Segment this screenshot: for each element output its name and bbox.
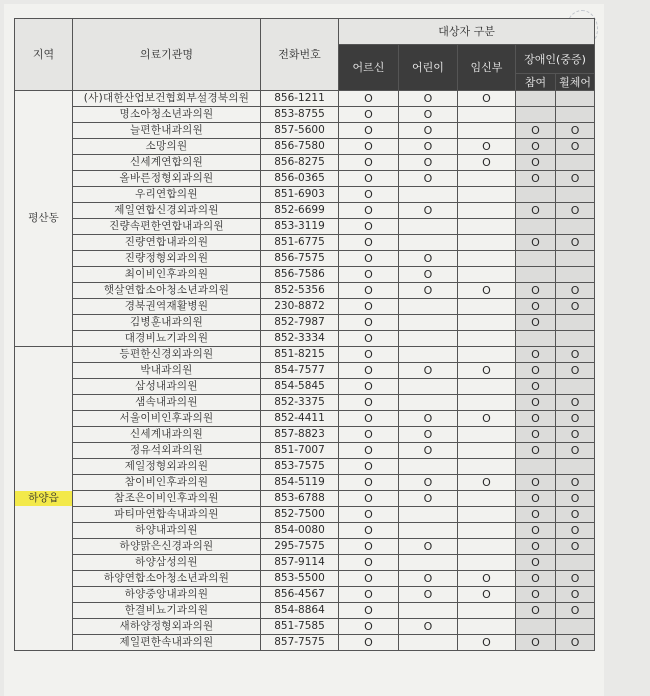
clinic-name: 샘속내과의원 <box>73 395 261 411</box>
clinic-phone: 854-8864 <box>261 603 339 619</box>
clinic-name: 제일연합신경외과의원 <box>73 203 261 219</box>
clinic-name: 박내과의원 <box>73 363 261 379</box>
table-row <box>15 107 595 123</box>
table-row <box>15 395 595 411</box>
child-mark <box>399 459 458 475</box>
wheelchair-mark: O <box>556 203 595 219</box>
header-pregnant: 임신부 <box>458 45 516 91</box>
clinic-phone: 854-0080 <box>261 523 339 539</box>
participate-mark: O <box>516 491 556 507</box>
clinic-table <box>14 18 595 651</box>
clinic-phone: 854-7577 <box>261 363 339 379</box>
table-body <box>15 91 595 651</box>
pregnant-mark: O <box>458 571 516 587</box>
pregnant-mark <box>458 539 516 555</box>
clinic-name: 대경비뇨기과의원 <box>73 331 261 347</box>
clinic-phone: 856-7586 <box>261 267 339 283</box>
elderly-mark: O <box>339 347 399 363</box>
elderly-mark: O <box>339 491 399 507</box>
participate-mark <box>516 459 556 475</box>
child-mark <box>399 603 458 619</box>
participate-mark: O <box>516 363 556 379</box>
table-row <box>15 187 595 203</box>
wheelchair-mark: O <box>556 235 595 251</box>
participate-mark: O <box>516 395 556 411</box>
table-row <box>15 635 595 651</box>
table-row <box>15 491 595 507</box>
clinic-name: 명소아청소년과의원 <box>73 107 261 123</box>
region-cell <box>15 91 73 347</box>
wheelchair-mark: O <box>556 603 595 619</box>
table-row <box>15 555 595 571</box>
clinic-phone: 852-5356 <box>261 283 339 299</box>
participate-mark: O <box>516 155 556 171</box>
child-mark: O <box>399 251 458 267</box>
elderly-mark: O <box>339 155 399 171</box>
pregnant-mark <box>458 235 516 251</box>
child-mark: O <box>399 491 458 507</box>
child-mark <box>399 315 458 331</box>
clinic-name: 늘편한내과의원 <box>73 123 261 139</box>
pregnant-mark <box>458 523 516 539</box>
participate-mark <box>516 91 556 107</box>
child-mark: O <box>399 363 458 379</box>
elderly-mark: O <box>339 107 399 123</box>
table-row <box>15 155 595 171</box>
participate-mark: O <box>516 379 556 395</box>
participate-mark: O <box>516 347 556 363</box>
wheelchair-mark: O <box>556 571 595 587</box>
table-row <box>15 139 595 155</box>
clinic-phone: 856-1211 <box>261 91 339 107</box>
clinic-name: 경북권역재활병원 <box>73 299 261 315</box>
child-mark <box>399 219 458 235</box>
clinic-name: 제일정형외과의원 <box>73 459 261 475</box>
pregnant-mark <box>458 347 516 363</box>
pregnant-mark: O <box>458 475 516 491</box>
pregnant-mark: O <box>458 155 516 171</box>
pregnant-mark <box>458 491 516 507</box>
clinic-name: 하양맑은신경과의원 <box>73 539 261 555</box>
pregnant-mark <box>458 443 516 459</box>
header-target-group: 대상자 구분 <box>339 19 595 45</box>
elderly-mark: O <box>339 411 399 427</box>
wheelchair-mark <box>556 619 595 635</box>
clinic-name: 진량연합내과의원 <box>73 235 261 251</box>
clinic-name: 소망의원 <box>73 139 261 155</box>
participate-mark: O <box>516 299 556 315</box>
participate-mark <box>516 331 556 347</box>
elderly-mark: O <box>339 267 399 283</box>
pregnant-mark <box>458 123 516 139</box>
header-wheelchair: 휠체어 <box>556 74 595 91</box>
pregnant-mark <box>458 171 516 187</box>
clinic-phone: 856-7580 <box>261 139 339 155</box>
clinic-phone: 857-8823 <box>261 427 339 443</box>
clinic-name: 신세계연합의원 <box>73 155 261 171</box>
elderly-mark: O <box>339 299 399 315</box>
region-cell <box>15 347 73 651</box>
table-row <box>15 507 595 523</box>
table-row <box>15 619 595 635</box>
participate-mark: O <box>516 539 556 555</box>
pregnant-mark <box>458 219 516 235</box>
participate-mark: O <box>516 315 556 331</box>
child-mark <box>399 331 458 347</box>
pregnant-mark <box>458 379 516 395</box>
participate-mark <box>516 619 556 635</box>
wheelchair-mark <box>556 379 595 395</box>
clinic-phone: 856-4567 <box>261 587 339 603</box>
participate-mark: O <box>516 443 556 459</box>
child-mark <box>399 555 458 571</box>
child-mark: O <box>399 571 458 587</box>
table-row <box>15 379 595 395</box>
participate-mark <box>516 187 556 203</box>
pregnant-mark: O <box>458 283 516 299</box>
participate-mark: O <box>516 283 556 299</box>
child-mark: O <box>399 267 458 283</box>
clinic-phone: 295-7575 <box>261 539 339 555</box>
wheelchair-mark <box>556 555 595 571</box>
elderly-mark: O <box>339 443 399 459</box>
elderly-mark: O <box>339 363 399 379</box>
clinic-phone: 852-7987 <box>261 315 339 331</box>
clinic-name: 진량속편한연합내과의원 <box>73 219 261 235</box>
clinic-phone: 230-8872 <box>261 299 339 315</box>
elderly-mark: O <box>339 235 399 251</box>
child-mark: O <box>399 123 458 139</box>
wheelchair-mark: O <box>556 395 595 411</box>
clinic-phone: 852-6699 <box>261 203 339 219</box>
clinic-name: 하양삼성의원 <box>73 555 261 571</box>
table-row <box>15 571 595 587</box>
wheelchair-mark <box>556 251 595 267</box>
child-mark: O <box>399 91 458 107</box>
table-row <box>15 251 595 267</box>
wheelchair-mark <box>556 219 595 235</box>
child-mark <box>399 187 458 203</box>
wheelchair-mark: O <box>556 635 595 651</box>
header-name: 의료기관명 <box>73 19 261 91</box>
wheelchair-mark: O <box>556 475 595 491</box>
wheelchair-mark: O <box>556 491 595 507</box>
child-mark <box>399 635 458 651</box>
participate-mark: O <box>516 171 556 187</box>
clinic-name: 우리연합의원 <box>73 187 261 203</box>
elderly-mark: O <box>339 187 399 203</box>
clinic-name: 최이비인후과의원 <box>73 267 261 283</box>
table-row <box>15 459 595 475</box>
participate-mark: O <box>516 427 556 443</box>
table-row <box>15 171 595 187</box>
elderly-mark: O <box>339 219 399 235</box>
elderly-mark: O <box>339 475 399 491</box>
elderly-mark: O <box>339 203 399 219</box>
clinic-name: 김병훈내과의원 <box>73 315 261 331</box>
child-mark: O <box>399 139 458 155</box>
clinic-name: 햇살연합소아청소년과의원 <box>73 283 261 299</box>
participate-mark: O <box>516 123 556 139</box>
child-mark <box>399 299 458 315</box>
wheelchair-mark: O <box>556 123 595 139</box>
table-row <box>15 443 595 459</box>
clinic-phone: 857-5600 <box>261 123 339 139</box>
table-row <box>15 523 595 539</box>
pregnant-mark <box>458 603 516 619</box>
elderly-mark: O <box>339 539 399 555</box>
clinic-phone: 852-3334 <box>261 331 339 347</box>
clinic-name: 정유석외과의원 <box>73 443 261 459</box>
pregnant-mark: O <box>458 635 516 651</box>
pregnant-mark: O <box>458 91 516 107</box>
clinic-phone: 856-0365 <box>261 171 339 187</box>
wheelchair-mark <box>556 267 595 283</box>
table-row <box>15 91 595 107</box>
child-mark: O <box>399 539 458 555</box>
elderly-mark: O <box>339 619 399 635</box>
wheelchair-mark: O <box>556 411 595 427</box>
clinic-name: 하양중앙내과의원 <box>73 587 261 603</box>
pregnant-mark <box>458 427 516 443</box>
table-row <box>15 235 595 251</box>
table-row <box>15 203 595 219</box>
clinic-name: 신세계내과의원 <box>73 427 261 443</box>
clinic-phone: 853-8755 <box>261 107 339 123</box>
clinic-name: 새하양정형외과의원 <box>73 619 261 635</box>
participate-mark: O <box>516 587 556 603</box>
wheelchair-mark: O <box>556 523 595 539</box>
participate-mark: O <box>516 571 556 587</box>
table-row <box>15 539 595 555</box>
header-elderly: 어르신 <box>339 45 399 91</box>
pregnant-mark <box>458 507 516 523</box>
elderly-mark: O <box>339 171 399 187</box>
table-row <box>15 283 595 299</box>
wheelchair-mark <box>556 331 595 347</box>
pregnant-mark <box>458 331 516 347</box>
wheelchair-mark: O <box>556 363 595 379</box>
table-row <box>15 587 595 603</box>
elderly-mark: O <box>339 603 399 619</box>
child-mark: O <box>399 411 458 427</box>
clinic-name: 하양내과의원 <box>73 523 261 539</box>
table-row <box>15 267 595 283</box>
participate-mark: O <box>516 603 556 619</box>
wheelchair-mark <box>556 315 595 331</box>
clinic-name: 파티마연합속내과의원 <box>73 507 261 523</box>
region-label: 평산동 <box>28 212 59 224</box>
wheelchair-mark: O <box>556 587 595 603</box>
elderly-mark: O <box>339 379 399 395</box>
elderly-mark: O <box>339 571 399 587</box>
child-mark <box>399 347 458 363</box>
table-row <box>15 411 595 427</box>
elderly-mark: O <box>339 315 399 331</box>
clinic-phone: 851-7585 <box>261 619 339 635</box>
wheelchair-mark <box>556 155 595 171</box>
clinic-phone: 851-6775 <box>261 235 339 251</box>
table-row <box>15 299 595 315</box>
clinic-phone: 853-6788 <box>261 491 339 507</box>
pregnant-mark: O <box>458 411 516 427</box>
elderly-mark: O <box>339 139 399 155</box>
child-mark: O <box>399 107 458 123</box>
clinic-phone: 853-3119 <box>261 219 339 235</box>
pregnant-mark <box>458 619 516 635</box>
clinic-name: 올바른정형외과의원 <box>73 171 261 187</box>
elderly-mark: O <box>339 587 399 603</box>
pregnant-mark <box>458 299 516 315</box>
table-row <box>15 475 595 491</box>
participate-mark: O <box>516 139 556 155</box>
clinic-phone: 854-5119 <box>261 475 339 491</box>
wheelchair-mark: O <box>556 171 595 187</box>
child-mark <box>399 507 458 523</box>
clinic-name: 진량정형외과의원 <box>73 251 261 267</box>
wheelchair-mark: O <box>556 507 595 523</box>
participate-mark: O <box>516 475 556 491</box>
elderly-mark: O <box>339 283 399 299</box>
wheelchair-mark <box>556 187 595 203</box>
wheelchair-mark: O <box>556 347 595 363</box>
pregnant-mark <box>458 187 516 203</box>
participate-mark: O <box>516 555 556 571</box>
pregnant-mark <box>458 107 516 123</box>
child-mark <box>399 523 458 539</box>
table-row <box>15 427 595 443</box>
clinic-phone: 852-3375 <box>261 395 339 411</box>
wheelchair-mark: O <box>556 539 595 555</box>
elderly-mark: O <box>339 395 399 411</box>
header-participate: 참여 <box>516 74 556 91</box>
child-mark: O <box>399 171 458 187</box>
participate-mark <box>516 267 556 283</box>
pregnant-mark <box>458 203 516 219</box>
elderly-mark: O <box>339 635 399 651</box>
document-page <box>4 4 604 696</box>
clinic-phone: 853-5500 <box>261 571 339 587</box>
pregnant-mark <box>458 251 516 267</box>
clinic-phone: 851-8215 <box>261 347 339 363</box>
clinic-name: 한결비뇨기과의원 <box>73 603 261 619</box>
wheelchair-mark: O <box>556 139 595 155</box>
clinic-phone: 856-7575 <box>261 251 339 267</box>
table-row <box>15 331 595 347</box>
elderly-mark: O <box>339 331 399 347</box>
clinic-phone: 856-8275 <box>261 155 339 171</box>
clinic-name: 등편한신경외과의원 <box>73 347 261 363</box>
clinic-phone: 851-7007 <box>261 443 339 459</box>
wheelchair-mark: O <box>556 299 595 315</box>
participate-mark: O <box>516 523 556 539</box>
participate-mark <box>516 219 556 235</box>
child-mark <box>399 235 458 251</box>
table-row <box>15 315 595 331</box>
header-child: 어린이 <box>399 45 458 91</box>
child-mark: O <box>399 155 458 171</box>
clinic-phone: 851-6903 <box>261 187 339 203</box>
wheelchair-mark <box>556 107 595 123</box>
pregnant-mark: O <box>458 587 516 603</box>
elderly-mark: O <box>339 251 399 267</box>
child-mark: O <box>399 587 458 603</box>
participate-mark <box>516 107 556 123</box>
elderly-mark: O <box>339 507 399 523</box>
pregnant-mark <box>458 395 516 411</box>
elderly-mark: O <box>339 427 399 443</box>
pregnant-mark <box>458 267 516 283</box>
clinic-name: 참이비인후과의원 <box>73 475 261 491</box>
wheelchair-mark <box>556 459 595 475</box>
child-mark: O <box>399 427 458 443</box>
region-label: 하양읍 <box>15 491 72 506</box>
child-mark <box>399 395 458 411</box>
table-row <box>15 219 595 235</box>
child-mark: O <box>399 283 458 299</box>
header-disabled: 장애인(중증) <box>516 45 595 74</box>
participate-mark <box>516 251 556 267</box>
clinic-phone: 857-9114 <box>261 555 339 571</box>
wheelchair-mark: O <box>556 443 595 459</box>
participate-mark: O <box>516 411 556 427</box>
participate-mark: O <box>516 203 556 219</box>
child-mark: O <box>399 203 458 219</box>
pregnant-mark <box>458 555 516 571</box>
participate-mark: O <box>516 507 556 523</box>
pregnant-mark: O <box>458 139 516 155</box>
pregnant-mark <box>458 315 516 331</box>
table-row <box>15 347 595 363</box>
clinic-name: 서울이비인후과의원 <box>73 411 261 427</box>
child-mark: O <box>399 619 458 635</box>
child-mark <box>399 379 458 395</box>
clinic-name: 참조은이비인후과의원 <box>73 491 261 507</box>
child-mark: O <box>399 443 458 459</box>
clinic-phone: 854-5845 <box>261 379 339 395</box>
pregnant-mark <box>458 459 516 475</box>
table-row <box>15 123 595 139</box>
wheelchair-mark <box>556 91 595 107</box>
header-phone: 전화번호 <box>261 19 339 91</box>
clinic-phone: 852-4411 <box>261 411 339 427</box>
child-mark: O <box>399 475 458 491</box>
participate-mark: O <box>516 635 556 651</box>
elderly-mark: O <box>339 91 399 107</box>
wheelchair-mark: O <box>556 427 595 443</box>
clinic-phone: 857-7575 <box>261 635 339 651</box>
clinic-name: 제일편한속내과의원 <box>73 635 261 651</box>
table-row <box>15 603 595 619</box>
elderly-mark: O <box>339 555 399 571</box>
header-region: 지역 <box>15 19 73 91</box>
elderly-mark: O <box>339 459 399 475</box>
clinic-name: 하양연합소아청소년과의원 <box>73 571 261 587</box>
clinic-name: (사)대한산업보건협회부설경북의원 <box>73 91 261 107</box>
elderly-mark: O <box>339 123 399 139</box>
table-row <box>15 363 595 379</box>
wheelchair-mark: O <box>556 283 595 299</box>
participate-mark: O <box>516 235 556 251</box>
clinic-phone: 852-7500 <box>261 507 339 523</box>
clinic-name: 삼성내과의원 <box>73 379 261 395</box>
pregnant-mark: O <box>458 363 516 379</box>
clinic-phone: 853-7575 <box>261 459 339 475</box>
elderly-mark: O <box>339 523 399 539</box>
